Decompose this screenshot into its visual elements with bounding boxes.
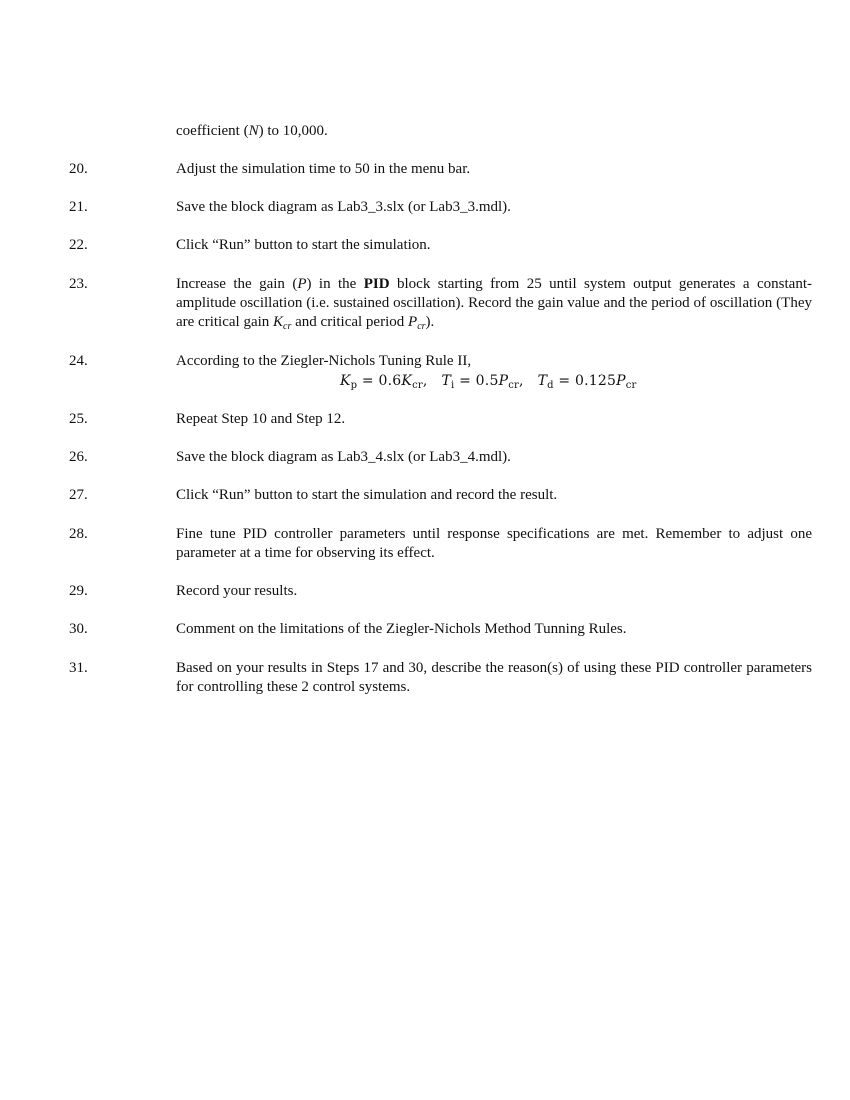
ti-subscript: i — [451, 380, 455, 391]
step-text: Repeat Step 10 and Step 12. — [176, 411, 346, 427]
symbol-base: K — [273, 314, 284, 330]
text-part: and critical period — [291, 314, 409, 330]
variable-n: N — [248, 123, 259, 139]
kcr-subscript: cr — [412, 380, 423, 391]
step-sentence: According to the Ziegler-Nichols Tuning Rule II, — [176, 353, 472, 369]
step-text: Adjust the simulation time to 50 in the menu bar. — [176, 161, 471, 177]
step-number: 30. — [69, 621, 88, 637]
step-text: Click “Run” button to start the simulation. — [176, 237, 431, 253]
continued-text-part: coefficient ( — [176, 123, 249, 139]
text-part: ) in the — [306, 276, 364, 292]
step-number: 21. — [69, 199, 88, 215]
kp-symbol: K — [340, 373, 351, 389]
critical-gain-symbol — [273, 314, 291, 330]
pcr-symbol: P — [498, 373, 509, 389]
step-number: 29. — [69, 583, 88, 599]
text-part: ). — [425, 314, 435, 330]
step-text — [176, 352, 812, 391]
step-text: Fine tune PID controller parameters until response specifications are met. Remember to adjust one parameter at a time for observing its effect. — [176, 526, 812, 561]
text-part: Increase the gain ( — [176, 276, 298, 292]
step-number: 31. — [69, 660, 88, 676]
symbol-base: P — [408, 314, 418, 330]
continued-text — [176, 122, 812, 141]
step-number: 22. — [69, 237, 88, 253]
kcr-symbol: K — [401, 373, 413, 389]
step-number: 26. — [69, 449, 88, 465]
step-text: Save the block diagram as Lab3_3.slx (or Lab3_3.mdl). — [176, 199, 511, 215]
step-text — [176, 275, 812, 332]
ziegler-nichols-formula — [340, 371, 812, 391]
step-number: 23. — [69, 276, 88, 292]
step-number: 24. — [69, 353, 88, 369]
td-equals: = 0.125 — [553, 373, 617, 389]
pcr-subscript: cr — [625, 380, 637, 391]
step-text: Save the block diagram as Lab3_4.slx (or Lab3_4.mdl). — [176, 449, 511, 465]
step-number: 28. — [69, 526, 88, 542]
formula-separator: , — [422, 373, 428, 389]
symbol-subscript: cr — [283, 321, 292, 332]
step-text: Record your results. — [176, 583, 298, 599]
pid-bold-label: PID — [363, 276, 390, 292]
pcr-symbol: P — [616, 373, 626, 389]
critical-period-symbol — [408, 314, 426, 330]
ti-equals: = 0.5 — [454, 373, 499, 389]
step-text: Based on your results in Steps 17 and 30, describe the reason(s) of using these PID controller parameters for controlling these 2 control systems. — [176, 660, 812, 695]
text-part: block starting from 25 until system output generates a constant-amplitude oscillation (i.e. sustained oscillation). Record the gain value and the period of oscillation (They are critical gain — [176, 276, 812, 330]
step-text: Comment on the limitations of the Ziegler-Nichols Method Tunning Rules. — [176, 621, 627, 637]
step-text: Click “Run” button to start the simulation and record the result. — [176, 487, 558, 503]
formula-separator: , — [518, 373, 524, 389]
ti-symbol: T — [441, 373, 452, 389]
td-subscript: d — [547, 380, 554, 391]
continued-text-part: ) to 10,000. — [258, 123, 328, 139]
kp-subscript: p — [350, 380, 358, 391]
step-number: 27. — [69, 487, 88, 503]
kp-equals: = 0.6 — [357, 373, 402, 389]
td-symbol: T — [537, 373, 548, 389]
pcr-subscript: cr — [508, 380, 519, 391]
variable-p: P — [297, 276, 307, 292]
step-number: 20. — [69, 161, 88, 177]
step-number: 25. — [69, 411, 88, 427]
symbol-subscript: cr — [417, 321, 426, 332]
